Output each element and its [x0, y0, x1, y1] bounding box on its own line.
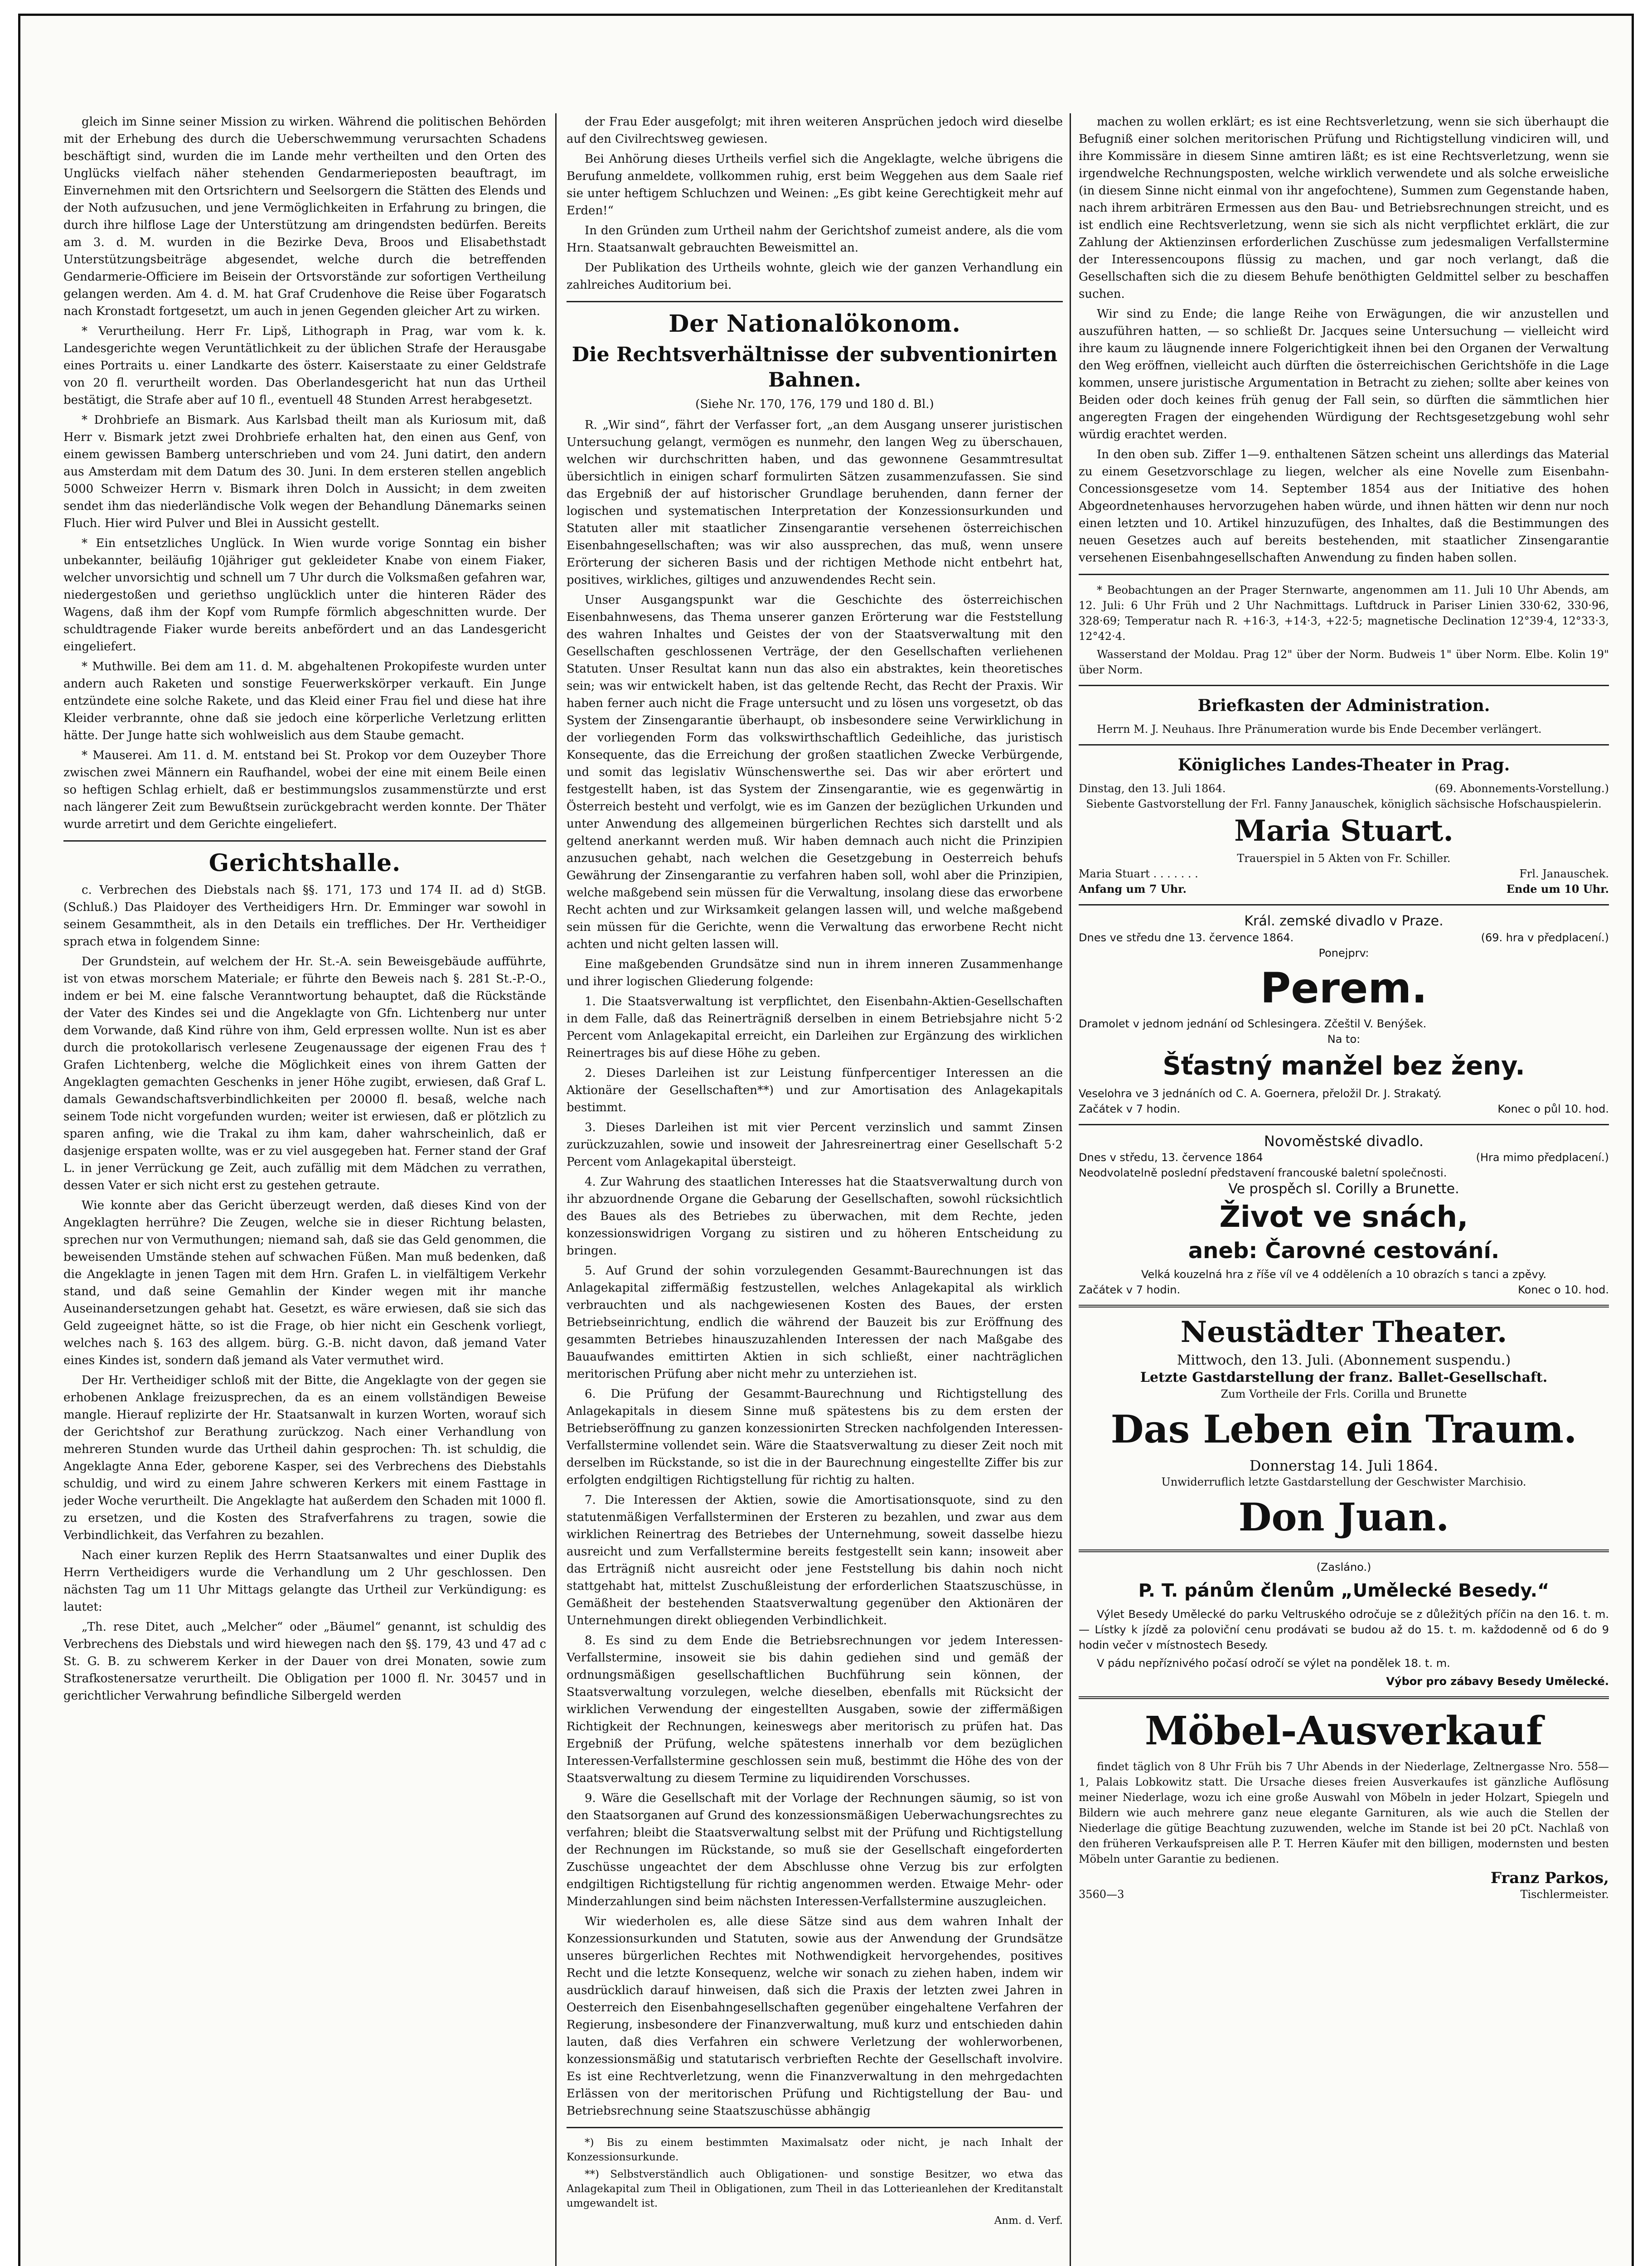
play-genre: Trauerspiel in 5 Akten von Fr. Schiller.	[1237, 852, 1451, 865]
ad-text: findet täglich von 8 Uhr Früh bis 7 Uhr Abends in der Niederlage, Zeltnergasse Nro. 558—1, Palais Lobkowitz statt. Die Ursache dieses freien Ausverkaufes ist gänzliche Auflösung meiner Niederlage, wozu ich eine große Auswahl von Möbeln in jeder Holzart, Spiegeln und Bildern wie auch mehrere ganz neue elegante Garnituren, als wie auch die Stellen der Niederlage die gütige Beachtung zuzuwenden, welche im Stande ist bei 20 pCt. Nachlaß von den früheren Verkaufspreisen alle P. T. Herren Käufer mit den billigen, modernsten und besten Möbeln unter Garantie zu bedienen.	[1079, 1760, 1609, 1865]
play-title: Šťastný manžel bez ženy.	[1163, 1051, 1525, 1081]
section-divider	[1079, 1305, 1609, 1307]
court-paragraph: Der Grundstein, auf welchem der Hr. St.-A. sein Beweisgebäude aufführte, ist von etwas morschem Materiale; er führte den Beweis nach §. 281 St.-P.-O., indem er bei M. eine falsche Veranntwortung behauptet, daß die Rückstände der Vater des Kindes sei und die Angeklagte von Gfn. Lichtenberg nur unter dem Vorwande, daß Kind rühre von ihm, Geld erpressen wollte. Nun ist es aber durch die protokollarisch verlesene Zeugenaussage der eigenen Frau des † Grafen Lichtenberg, welche die Möglichkeit eines von ihrem Gatten der Angeklagten gemachten Geschenks in jener Höhe zugibt, erwiesen, daß Graf L. damals Gewandschaftsverbindlichkeiten per 20000 fl. besaß, welche nach seinem Tode nicht vorgefunden wurden; weiter ist erwiesen, daß er plötzlich zu sparen anfing, wie die Trakal zu ihm kam, daher wahrscheinlich, daß er dasjenige erspaten wollte, was er zu viel ausgegeben hat. Ferner stand der Graf L. in jener Verrückung ge Zeit, auch zufällig mit dem Mädchen zu verrathen, dessen Vater er sich nicht erst zu gestehen getraute.	[63, 955, 546, 1192]
weather-observation: * Beobachtungen an der Prager Sternwarte, angenommen am 11. Juli 10 Uhr Abends, am 12. Juli: 6 Uhr Früh und 2 Uhr Nachmittags. Luftdruck in Pariser Linien 330·62, 330·96, 328·69; Temperatur nach R. +16·3, +14·3, +22·5; magnetische Declination 12°39·4, 12°33·3, 12°42·4.	[1079, 584, 1609, 643]
article-headline: Die Rechtsverhältnisse der subventionirten Bahnen.	[572, 343, 1058, 392]
ad-signature-title: Tischlermeister.	[1520, 1888, 1609, 1901]
news-item-unglueck: * Ein entsetzliches Unglück. In Wien wurde vorige Sonntag ein bisher unbekannter, beiläufig 10jähriger gut gekleideter Knabe von einem Fiaker, welcher unvorsichtig und schnell um 7 Uhr durch die Volksmaßen gefahren war, niedergestoßen und geriethso unglücklich unter die hinteren Räder des Wagens, daß ihm der Kopf vom Rumpfe förmlich abgeschnitten wurde. Der schuldtragende Fiaker wurde bereits anbefördert und an das Landesgericht eingeliefert.	[63, 537, 546, 654]
section-divider	[1079, 685, 1609, 686]
court-paragraph: Wie konnte aber das Gericht überzeugt werden, daß dieses Kind von der Angeklagten herrühre? Die Zeugen, welche sie in dieser Richtung belasten, sprechen nur von Vermuthungen; niemand sah, daß sie das Geld genommen, die beweisenden Umstände stehen auf schwachen Füßen. Man muß bedenken, daß die Angeklagte in jenen Tagen mit dem Hrn. Grafen L. in vielfältigem Verkehr stand, und daß seine Gemahlin der Kinder wegen mit ihr manche Auseinandersetzungen gehabt hat. Gesetzt, es wäre erwiesen, daß sie sich das Geld zugeeignet hätte, so ist die Frage, ob hier nicht ein Geschenk vorliegt, welches nach §. 163 des allgem. bürg. G.-B. nicht davon, daß jemand Vater eines Kindes ist, sondern daß jemand als Vater vermuthet wird.	[63, 1199, 546, 1367]
article-paragraph: Wir sind zu Ende; die lange Reihe von Erwägungen, die wir anzustellen und auszuführen hatten, — so schließt Dr. Jacques seine Untersuchung — vielleicht wird ihre kaum zu läugnende innere Folgerichtigkeit ihnen bei den Organen der Verwaltung den Weg eröffnen, vielleicht auch dürften die österreichischen Gerichtshöfe in die Lage kommen, unsere juristische Argumentation in Betracht zu ziehen; sollte aber keines von Beiden oder doch keines früh genug der Fall sein, so dürften die sämmtlichen hier angeregten Fragen der eingehenden Würdigung der Rechtsgesetzgebung wohl sehr würdig erachtet werden.	[1079, 307, 1609, 441]
news-item-rauferei: * Mauserei. Am 11. d. M. entstand bei St. Prokop vor dem Ouzeyber Thore zwischen zwei Männern ein Raufhandel, wobei der eine mit einem Beile einen so heftigen Schlag erhielt, daß er bestimmungslos zusammenstürzte und erst nach längerer Zeit zum Bewußtsein zurückgebracht werden konnte. Der Thäter wurde arretirt und dem Gerichte eingeliefert.	[63, 749, 546, 831]
court-paragraph: Der Hr. Vertheidiger schloß mit der Bitte, die Angeklagte von der gegen sie erhobenen Anklage freizusprechen, da es an einem vollständigen Beweise mangle. Hierauf replizirte der Hr. Staatsanwalt in kurzen Worten, worauf sich der Gerichtshof zur Berathung zurückzog. Nach einer Verhandlung von mehreren Stunden wurde das Urtheil dahin gesprochen: Th. ist schuldig, die Angeklagte Anna Eder, geborene Kasper, sei des Verbrechens des Diebstahls schuldig, und wird zu einem Jahre schweren Kerkers mit einem Fasttage in jeder Woche verurtheilt. Die Angeklagte hat außerdem den Schaden mit 1000 fl. zu ersetzen, und die Kosten des Strafverfahrens zu tragen, sowie die Verbindlichkeit, das Verfahren zu bezahlen.	[63, 1374, 546, 1542]
footnote: *) Bis zu einem bestimmten Maximalsatz oder nicht, je nach Inhalt der Konzessionsurkunde.	[567, 2137, 1063, 2163]
performance-desc: Neodvolatelně poslední představení francouské baletní společnosti.	[1079, 1167, 1447, 1179]
article-point: 2. Dieses Darleihen ist zur Leistung fünfpercentiger Interessen an die Aktionäre der Gesellschaften**) und zur Amortisation des Anlagekapitals bestimmt.	[567, 1066, 1063, 1114]
court-paragraph: Der Publikation des Urtheils wohnte, gleich wie der ganzen Verhandlung ein zahlreiches Auditorium bei.	[567, 261, 1063, 292]
news-item-drohbriefe: * Drohbriefe an Bismark. Aus Karlsbad theilt man als Kuriosum mit, daß Herr v. Bismark jetzt zwei Drohbriefe erhalten hat, den einen aus Genf, von einem gewissen Bamberg unterschrieben und vom 24. Juni datirt, den andern aus Amsterdam mit dem Datum des 30. Juni. In dem ersteren stellen angeblich 5000 Schweizer Herrn v. Bismark ihren Dolch in Aussicht; in dem zweiten sendet ihm das niederländische Volk wegen der Behandlung Dänemarks seinen Fluch. Hier wird Pulver und Blei in Aussicht gestellt.	[63, 413, 546, 530]
article-paragraph: Wir wiederholen es, alle diese Sätze sind aus dem wahren Inhalt der Konzessionsurkunden und Statuten, sowie aus der Anwendung der Grundsätze unseres bürgerlichen Rechtes mit Nothwendigkeit hervorgehendes, positives Recht und die letzte Konsequenz, welche wir sonach zu ziehen haben, indem wir ausdrücklich darauf hinweisen, daß sich die Praxis der letzten zwei Jahren in Oesterreich den Eisenbahngesellschaften gegenüber eingehaltene Verfahren der Regierung, insbesondere der Finanzverwaltung, muß kurz und entschieden dahin lauten, daß dies Verfahren ein schwere Verletzung der wohlerworbenen, konzessionsmäßig und statutarisch verbrieften Rechte der Gesellschaft involvire. Es ist eine Rechtverletzung, wenn die Finanzverwaltung in den mehrgedachten Erlässen von der meritorischen Prüfung und Richtigstellung der Bau- und Betriebsrechnung seine Staatszuschüsse abhängig	[567, 1915, 1063, 2118]
performance-note: (69. hra v předplacení.)	[1481, 931, 1609, 944]
end-time: Konec o půl 10. hod.	[1497, 1103, 1609, 1115]
article-point: 9. Wäre die Gesellschaft mit der Vorlage der Rechnungen säumig, so ist von den Staatsorganen auf Grund des konzessionsmäßigen Ueberwachungsrechtes zu verfahren; bleibt die Staatsverwaltung selbst mit der Prüfung und Richtigstellung der Rechnungen im Rückstande, so muß sie der Gesellschaft eingeforderten Zuschüsse ungeachtet der dem Abschlusse ohne Verzug bis zur erfolgten endgiltigen Richtigstellung für richtig angenommen werden. Etwaige Mehr- oder Minderzahlungen sind beim nächsten Interessen-Verfallstermine auszugleichen.	[567, 1791, 1063, 1908]
performance-note: (Hra mimo předplacení.)	[1476, 1151, 1609, 1164]
mailbox-text: Herrn M. J. Neuhaus. Ihre Pränumeration wurde bis Ende December verlängert.	[1097, 723, 1542, 736]
article-reference: (Siehe Nr. 170, 176, 179 und 180 d. Bl.)	[695, 397, 934, 411]
end-time: Ende um 10 Uhr.	[1506, 882, 1609, 896]
start-time: Začátek v 7 hodin.	[1079, 1283, 1181, 1296]
benefit-line: Ve prospěch sl. Corilly a Brunette.	[1228, 1181, 1459, 1197]
column-divider	[555, 113, 557, 2266]
play-title: Don Juan.	[1238, 1495, 1449, 1540]
notice-signature: Výbor pro zábavy Besedy Umělecké.	[1386, 1675, 1609, 1688]
court-paragraph: Bei Anhörung dieses Urtheils verfiel sich die Angeklagte, welche übrigens die Berufung anmeldete, vollkommen ruhig, erst beim Weggehen aus dem Saale rief sie unter heftigem Schluchzen und Weinen: „Es gibt keine Gerechtigkeit mehr auf Erden!“	[567, 152, 1063, 218]
article-point: 8. Es sind zu dem Ende die Betriebsrechnungen vor jedem Interessen-Verfallstermine, insoweit sie bis dahin gediehen sind und gemäß der ordnungsmäßigen gesellschaftlichen Buchführung sein können, der Staatsverwaltung vorzulegen, welche dieselben, ebenfalls mit Rücksicht der wirklichen Verwendung der eingestellten Ausgaben, sowie der ziffermäßigen Richtigkeit der Rechnungen, keineswegs aber meritorisch zu prüfen hat. Das Ergebniß der Prüfung, welche spätestens innerhalb vor dem bezüglichen Interessen-Verfallstermine geschlossen sein muß, bestimmt die Höhe des von der Staatsverwaltung zu diesem Termine zu liquidirenden Vorschusses.	[567, 1634, 1063, 1785]
article-paragraph: In den oben sub. Ziffer 1—9. enthaltenen Sätzen scheint uns allerdings das Material zu einem Gesetzvorschlage zu liegen, welcher als eine Novelle zum Eisenbahn-Concessionsgesetze vom 14. September 1854 aus der Initiative des hohen Abgeordnetenhauses hervorzugehen haben würde, und ihnen hätten wir denn nur noch einen letzten und 10. Artikel hinzuzufügen, des Inhaltes, daß die Bestimmungen des neuen Gesetzes auch auf bereits bestehenden, mit staatlicher Zinsengarantie versehenen Eisenbahngesellschaften Anwendung zu finden haben sollen.	[1079, 448, 1609, 565]
guest-performance: Letzte Gastdarstellung der franz. Ballet-Gesellschaft.	[1140, 1370, 1548, 1385]
section-title-gerichtshalle: Gerichtshalle.	[208, 849, 401, 877]
performance-date: Dnes v středu, 13. července 1864	[1079, 1151, 1263, 1164]
column-divider	[1070, 113, 1071, 2266]
section-divider	[1079, 904, 1609, 905]
notice-label: (Zasláno.)	[1316, 1561, 1371, 1574]
role-name: Maria Stuart . . . . . . .	[1079, 867, 1198, 880]
article-paragraph: R. „Wir sind“, fährt der Verfasser fort, „an dem Ausgang unserer juristischen Untersuchung gelangt, vermögen es nunmehr, den langen Weg zu überschauen, welchen wir durchschritten haben, und das gewonnene Gesammtresultat übersichtlich in einigen scharf formulirten Sätzen zusammenzufassen. Sie sind das Ergebniß der auf historischer Grundlage beruhenden, dann ferner der logischen und systematischen Interpretation der Konzessionsurkunden und Statuten aller mit staatlicher Zinsengarantie versehenen österreichischen Eisenbahngesellschaften; was wir also aussprechen, das muß, wenn unsere Erörterung der sicheren Basis und der richtigen Methode nicht entbehrt hat, positives, wirkliches, giltiges und anzuwendendes Recht sein.	[567, 418, 1063, 587]
performance-date: Donnerstag 14. Juli 1864.	[1249, 1457, 1439, 1474]
news-item-muthwille: * Muthwille. Bei dem am 11. d. M. abgehaltenen Prokopifeste wurden unter andern auch Raketen und sonstige Feuerwerkskörper verkauft. Ein Junge entzündete eine solche Rakete, und das Kleid einer Frau fiel und diese hat ihre Kleider verbrannte, ohne daß sie jedoch eine körperliche Verletzung erlitten hätte. Der Junge hatte sich wohlweislich aus dem Staube gemacht.	[63, 660, 546, 742]
performance-note: (69. Abonnements-Vorstellung.)	[1435, 782, 1609, 795]
ad-moebel-ausverkauf	[1079, 1706, 1609, 1902]
ad-novomestske-divadlo	[1079, 1133, 1609, 1298]
column-left	[63, 113, 546, 2266]
section-divider	[1079, 1549, 1609, 1552]
theater-title: Král. zemské divadlo v Praze.	[1244, 913, 1444, 929]
role-actor: Frl. Janauschek.	[1519, 867, 1609, 880]
ad-landestheater	[1079, 753, 1609, 897]
theater-title: Neustädter Theater.	[1180, 1315, 1507, 1349]
article-point: 7. Die Interessen der Aktien, sowie die Amortisationsquote, sind zu den statutenmäßigen Verfallsterminen der Ersteren zu bezahlen, und zwar aus dem wirklichen Reinertrag des Betriebes der Unternehmung, soweit dasselbe hiezu ausreicht und zum Verfallstermine bereits festgestellt sein kann; insoweit aber das Erträgniß nicht ausreicht oder jene Feststellung bis dahin noch nicht stattgehabt hat, mittelst Zuschußleistung der erforderlichen Staatszuschüsse, in Gemäßheit der bestehenden Staatsverwaltung gegenüber den Aktionären der Unternehmungen direkt obliegenden Verbindlichkeit.	[567, 1493, 1063, 1627]
play-title: Maria Stuart.	[1234, 814, 1453, 848]
benefit-line: Zum Vortheile der Frls. Corilla und Brunette	[1221, 1388, 1467, 1400]
article-paragraph: machen zu wollen erklärt; es ist eine Rechtsverletzung, wenn sie sich überhaupt die Befugniß einer solchen meritorischen Prüfung und Richtigstellung vindiciren will, und ihre Kommissäre in diesem Sinne amtiren läßt; es ist eine Rechtsverletzung, wenn sie irgendwelche Rechnungsposten, welche wirklich verwendete und als solche erweisliche (in diesem Sinne nicht einmal von ihr angefochtene), Summen zum Gegenstande haben, nach ihrem arbiträren Ermessen aus den Bau- und Betriebsrechnungen streicht, und es ist endlich eine Rechtsverletzung, wenn sie sich als nicht verpflichtet erklärt, die zur Zahlung der Aktienzinsen erforderlichen Zuschüsse zum jedesmaligen Verfallstermine der Interessencoupons flüssig zu machen, und gar noch verlangt, daß die Gesellschaften sich die zu diesem Behufe benöthigten Geldmittel selber zu beschaffen suchen.	[1079, 115, 1609, 301]
play-desc: Velká kouzelná hra z říše víl ve 4 odděleních a 10 obrazích s tanci a zpěvy.	[1141, 1268, 1547, 1281]
play-desc: Dramolet v jednom jednání od Schlesingera. Zčeštil V. Benýšek.	[1079, 1017, 1427, 1030]
premiere-label: Ponejprv:	[1318, 947, 1369, 959]
performance-date: Dinstag, den 13. Juli 1864.	[1079, 782, 1226, 795]
section-divider	[567, 301, 1063, 302]
play-desc: Veselohra ve 3 jednáních od C. A. Goernera, přeložil Dr. J. Strakatý.	[1079, 1087, 1442, 1100]
section-divider	[1079, 1696, 1609, 1699]
newspaper-page	[18, 14, 1634, 2266]
notice-umelecka-beseda	[1079, 1559, 1609, 1689]
notice-title: P. T. pánům členům „Umělecké Besedy.“	[1138, 1580, 1550, 1601]
column-middle	[567, 113, 1063, 2266]
section-divider	[1079, 744, 1609, 746]
ad-signature: Franz Parkos,	[1490, 1869, 1609, 1887]
mailbox-title: Briefkasten der Administration.	[1197, 696, 1490, 715]
court-verdict: „Th. rese Ditet, auch „Melcher“ oder „Bäumel“ genannt, ist schuldig des Verbrechens des Diebstals und wird hiewegen nach den §§. 179, 43 und 47 ad c St. G. B. zu schwerem Kerker in der Dauer von drei Monaten, sowie zum Strafkostenersatze verurtheilt. Die Obligation per 1000 fl. Nr. 30457 und in gerichtlicher Verwahrung befindliche Silbergeld werden	[63, 1620, 546, 1703]
section-divider	[63, 840, 546, 842]
ad-zemske-divadlo	[1079, 913, 1609, 1117]
performance-date: Dnes ve středu dne 13. července 1864.	[1079, 931, 1294, 944]
start-time: Začátek v 7 hodin.	[1079, 1103, 1181, 1115]
end-time: Konec o 10. hod.	[1518, 1283, 1609, 1296]
performance-date: Mittwoch, den 13. Juli. (Abonnement suspendu.)	[1177, 1352, 1511, 1368]
news-item-verurtheilung: * Verurtheilung. Herr Fr. Lipš, Lithograph in Prag, war vom k. k. Landesgerichte wegen Veruntätlichkeit zu der üblichen Strafe der Herausgabe eines Portraits u. einer Landkarte des österr. Kaiserstaate zu einer Geldstrafe von 20 fl. verurtheilt worden. Das Oberlandesgericht hat nun das Urtheil bestätigt, die Strafe aber auf 10 fl., eventuell 48 Stunden Arrest herabgesetzt.	[63, 324, 546, 407]
theater-title: Novoměstské divadlo.	[1264, 1133, 1424, 1150]
court-paragraph: der Frau Eder ausgefolgt; mit ihren weiteren Ansprüchen jedoch wird dieselbe auf den Civilrechtsweg gewiesen.	[567, 115, 1063, 146]
article-paragraph: gleich im Sinne seiner Mission zu wirken. Während die politischen Behörden mit der Erhebung des durch die Ueberschwemmung verursachten Schadens beschäftigt sind, wurden die im Lande mehr vertheilten und den Orten des Unglücks vielfach näher stehenden Gendarmerieposten beauftragt, im Einvernehmen mit den Ortsrichtern und Seelsorgern die Stätten des Elends und der Noth aufzusuchen, und jene Vermöglichkeiten in Erfahrung zu bringen, die durch ihre hilflose Lage der Unterstützung am dringendsten bedürfen. Bereits am 3. d. M. wurden in die Bezirke Deva, Broos und Elisabethstadt Unterstützungsbeiträge abgesendet, welche durch die betreffenden Gendarmerie-Officiere im Beisein der Ortsvorstände zur sofortigen Vertheilung gelangen werden. Am 4. d. M. hat Graf Crudenhove die Reise über Fogaratsch nach Kronstadt fortgesetzt, um auch in jenen Gegenden gleicher Art zu wirken.	[63, 115, 546, 318]
section-divider	[1079, 1124, 1609, 1125]
article-point: 5. Auf Grund der sohin vorzulegenden Gesammt-Baurechnungen ist das Anlagekapital ziffermäßig festzustellen, welches Anlagekapital als wirklich verbrauchten und als nachgewiesenen Kosten des Baues, der ersten Betriebseinrichtung, endlich die während der Bauzeit bis zur Eröffnung des gesammten Betriebes hinauszuzahlenden Interessen der nach Maßgabe des Bauaufwandes emittirten Aktien in sich schließt, einer nachträglichen meritorischen Prüfung aber nicht mehr zu unterziehen ist.	[567, 1264, 1063, 1381]
guest-performance: Siebente Gastvorstellung der Frl. Fanny Janauschek, königlich sächsische Hofschauspielerin.	[1086, 798, 1602, 810]
footnote-author: Anm. d. Verf.	[994, 2215, 1063, 2227]
play-subtitle: aneb: Čarovné cestování.	[1188, 1238, 1500, 1264]
water-level: Wasserstand der Moldau. Prag 12" über der Norm. Budweis 1" über Norm. Elbe. Kolin 19" über Norm.	[1079, 648, 1609, 676]
then-label: Na to:	[1327, 1033, 1361, 1046]
article-point: 1. Die Staatsverwaltung ist verpflichtet, den Eisenbahn-Aktien-Gesellschaften in dem Falle, daß das Reinerträgniß derselben in einem Betriebsjahre nicht 5·2 Percent vom Anlagekapital erreicht, ein Darleihen zur Ergänzung des wirklichen Reinertrages bis auf diese Höhe zu geben.	[567, 995, 1063, 1060]
ad-title: Möbel-Ausverkauf	[1144, 1708, 1543, 1754]
guest-performance: Unwiderruflich letzte Gastdarstellung der Geschwister Marchisio.	[1161, 1476, 1526, 1488]
play-title: Das Leben ein Traum.	[1110, 1407, 1577, 1452]
notice-text: V pádu nepříznivého počasí odročí se výlet na pondělek 18. t. m.	[1097, 1657, 1450, 1670]
article-point: 3. Dieses Darleihen ist mit vier Percent verzinslich und sammt Zinsen zurückzuzahlen, sowie und insoweit der Jahresreinertrag einer Gesellschaft 5·2 Percent vom Anlagekapital übersteigt.	[567, 1121, 1063, 1169]
article-point: 4. Zur Wahrung des staatlichen Interesses hat die Staatsverwaltung durch von ihr abzuordnende Organe die Gebarung der Gesellschaften, sowohl rücksichtlich des Baues als des Betriebes zu überwachen, mit dem Rechte, jeden konzessionswidrigen Vorgang zu sistiren und zu höheren Entscheidung zu bringen.	[567, 1175, 1063, 1258]
article-paragraph: Eine maßgebenden Grundsätze sind nun in ihrem inneren Zusammenhange und ihrer logischen Gliederung folgende:	[567, 958, 1063, 988]
section-divider	[1079, 574, 1609, 575]
start-time: Anfang um 7 Uhr.	[1079, 882, 1187, 896]
court-paragraph: c. Verbrechen des Diebstals nach §§. 171, 173 und 174 II. ad d) StGB. (Schluß.) Das Plaidoyer des Vertheidigers Hrn. Dr. Emminger war sowohl in seinem Gesammtheit, als in den Details ein treffliches. Der Hr. Vertheidiger sprach etwa in folgendem Sinne:	[63, 883, 546, 949]
court-paragraph: In den Gründen zum Urtheil nahm der Gerichtshof zumeist andere, als die vom Hrn. Staatsanwalt gebrauchten Beweismittel an.	[567, 224, 1063, 255]
article-paragraph: Unser Ausgangspunkt war die Geschichte des österreichischen Eisenbahnwesens, das Thema unserer ganzen Erörterung war die Feststellung des wahren Inhaltes und Geistes der von der Staatsverwaltung mit den Gesellschaften geschlossenen Verträge, der den Gesellschaften verliehenen Statuten. Unser Resultat kann nun das also ein abstraktes, kein theoretisches sein; was wir entwickelt haben, ist das geltende Recht, das Recht der Praxis. Wir haben ferner auch nicht die Frage untersucht und zu lösen uns vorgesetzt, ob das System der Zinsengarantie überhaupt, ob insbesondere seine Verwirklichung in der vorliegenden Form das volkswirthschaftlich Gedeihliche, das juristisch Konsequente, das die Erreichung der großen staatlichen Zwecke Verbürgende, und somit das legislativ Wünschenswerthe sei. Das wir aber erörtert und festgestellt haben, ist das System der Zinsengarantie, wie es gegenwärtig in Österreich besteht und verfolgt, wie es im Ganzen der bezüglichen Urkunden und unter Anwendung des allgemeinen bürgerlichen Rechtes sich darstellt und als geltend anerkannt werden muß. Wir haben demnach auch nicht die Prinzipien anzusuchen gehabt, nach welchen die Gesetzgebung in Oesterreich behufs Gewährung der Zinsengarantie zu verfahren haben soll, wohl aber die Prinzipien, welche maßgebend sein müssen für die Verwaltung, insolang diese das erworbene Recht achten und zur Wirksamkeit gelangen lassen will, und welche maßgebend sein müssen für die Gerichte, wenn die Verwaltung das erworbene Recht nicht achten und nicht gelten lassen will.	[567, 593, 1063, 951]
ad-neustaedter-theater	[1079, 1315, 1609, 1542]
theater-title: Königliches Landes-Theater in Prag.	[1177, 755, 1510, 775]
footnote-divider	[567, 2127, 1063, 2128]
footnote: **) Selbstverständlich auch Obligationen- und sonstige Besitzer, wo etwa das Anlagekapital zum Theil in Obligationen, zum Theil in das Lotterieanlehen der Kreditanstalt umgewandelt ist.	[567, 2169, 1063, 2209]
play-title: Perem.	[1260, 964, 1428, 1012]
column-right	[1079, 113, 1609, 2266]
ad-number: 3560—3	[1079, 1888, 1124, 1901]
section-title-nationaloekonom: Der Nationalökonom.	[669, 310, 961, 338]
play-title: Život ve snách,	[1219, 1201, 1468, 1234]
court-paragraph: Nach einer kurzen Replik des Herrn Staatsanwaltes und einer Duplik des Herrn Vertheidigers wurde die Verhandlung um 2 Uhr geschlossen. Den nächsten Tag um 11 Uhr Mittags gelangte das Urtheil zur Verkündigung: es lautet:	[63, 1549, 546, 1614]
article-point: 6. Die Prüfung der Gesammt-Baurechnung und Richtigstellung des Anlagekapitals in diesem Sinne muß spätestens bis zu dem ersten der Betriebseröffnung zu ganzen konzessionirten Strecken nachfolgenden Interessen-Verfallstermine vollendet sein. Wäre die Staatsverwaltung zu dieser Zeit noch mit derselben im Rückstande, so ist die in der Baurechnung eingestellte Ziffer bis zur erfolgten endgiltigen Richtigstellung für richtig zu halten.	[567, 1387, 1063, 1487]
notice-text: Výlet Besedy Umělecké do parku Veltruského odročuje se z důležitých příčin na den 16. t. m. — Lístky k jízdě za poloviční cenu prodávati se budou až do 15. t. m. každodenně od 6 do 9 hodin večer v místnostech Besedy.	[1079, 1608, 1609, 1651]
